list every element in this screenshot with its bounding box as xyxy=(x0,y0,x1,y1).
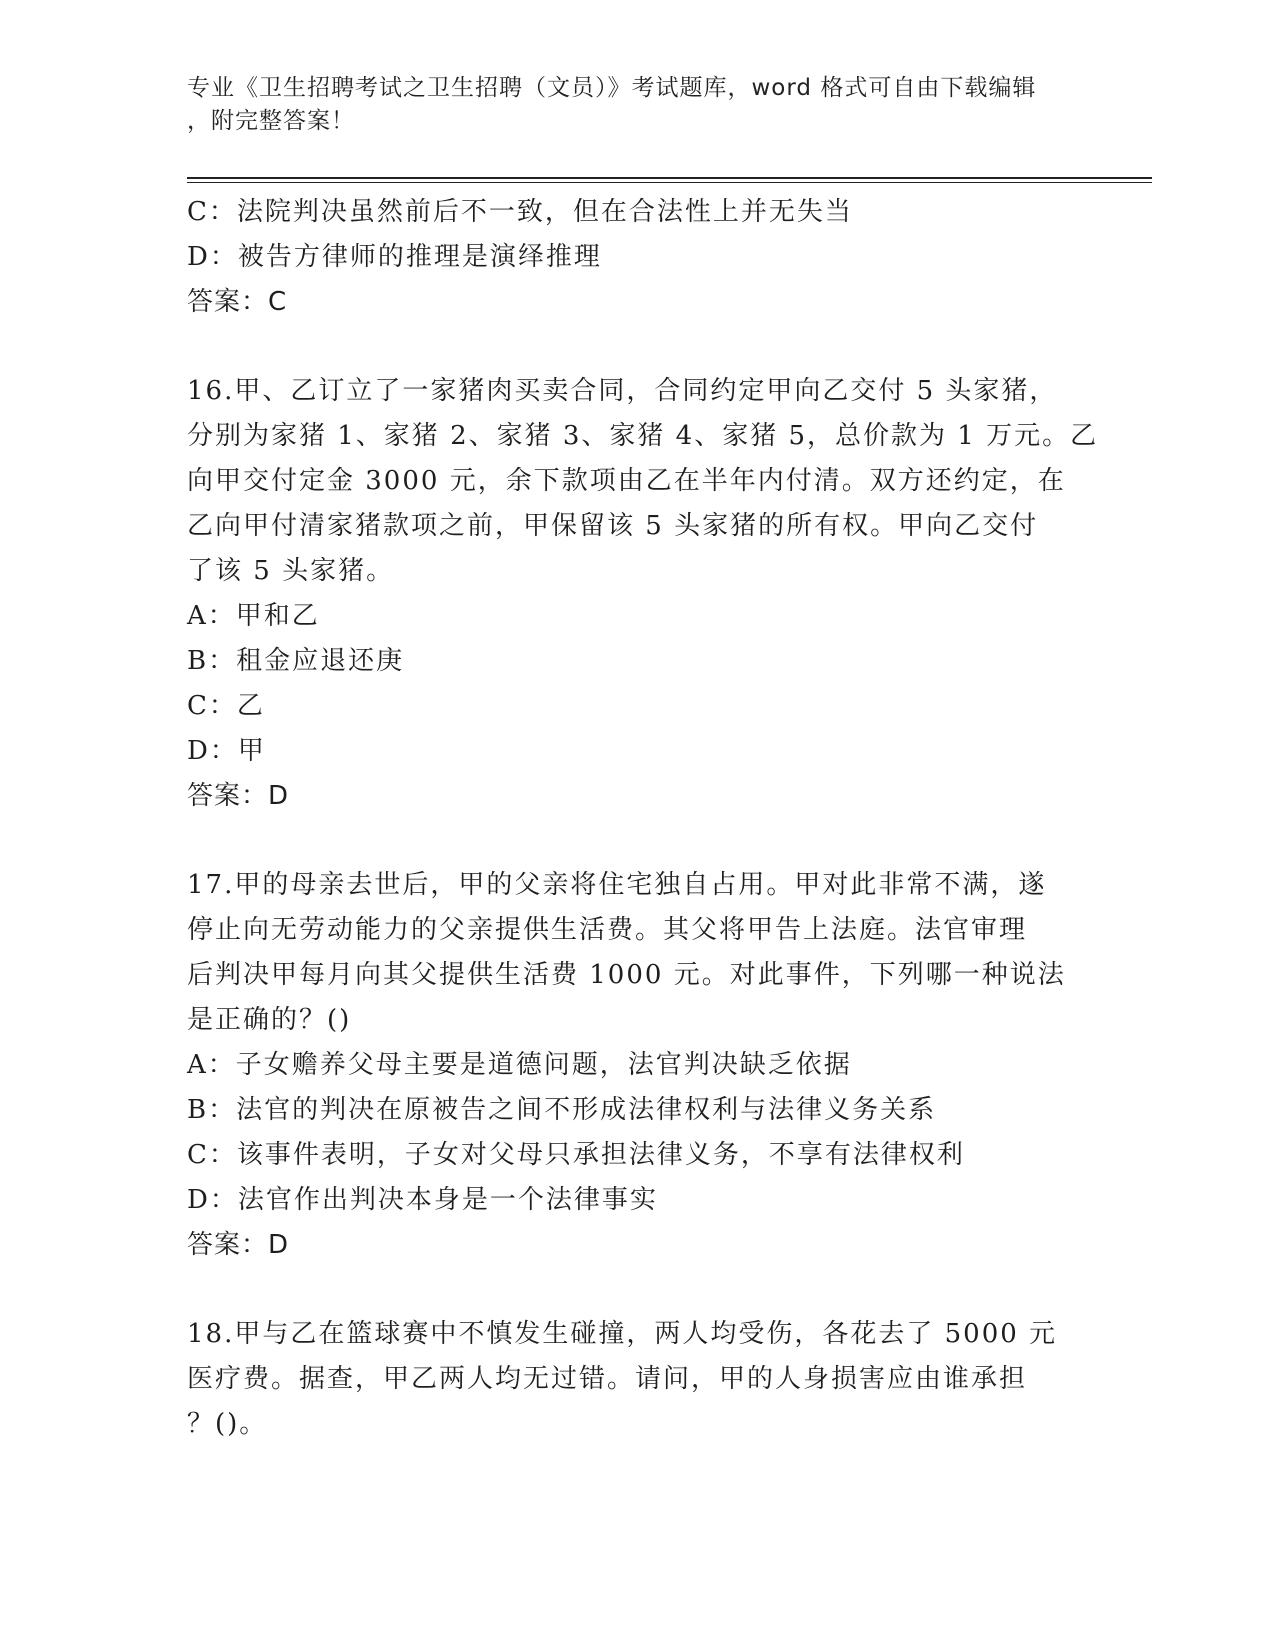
question-text-line: 停止向无劳动能力的父亲提供生活费。其父将甲告上法庭。法官审理 xyxy=(187,915,1028,945)
answer: 答案：C xyxy=(187,287,288,317)
option-d: D：法官作出判决本身是一个法律事实 xyxy=(187,1185,658,1215)
option-c: C：该事件表明，子女对父母只承担法律义务，不享有法律权利 xyxy=(187,1140,965,1170)
question-16 xyxy=(187,369,1099,819)
question-text-line: 向甲交付定金 3000 元，余下款项由乙在半年内付清。双方还约定，在 xyxy=(187,466,1066,496)
option-d: D：甲 xyxy=(187,736,266,766)
question-text-line: 分别为家猪 1、家猪 2、家猪 3、家猪 4、家猪 5，总价款为 1 万元。乙 xyxy=(187,421,1099,451)
option-c: C：乙 xyxy=(187,691,265,721)
option-a: A：子女赡养父母主要是道德问题，法官判决缺乏依据 xyxy=(187,1050,852,1080)
option-b: B：法官的判决在原被告之间不形成法律权利与法律义务关系 xyxy=(187,1095,937,1125)
question-text-line: 17.甲的母亲去世后，甲的父亲将住宅独自占用。甲对此非常不满，遂 xyxy=(187,870,1047,900)
question-18 xyxy=(187,1312,1087,1447)
header-rule-thin xyxy=(187,182,1152,183)
page-header xyxy=(187,72,1067,138)
option-d: D：被告方律师的推理是演绎推理 xyxy=(187,242,602,272)
header-line-2: ，附完整答案！ xyxy=(187,108,355,134)
option-a: A：甲和乙 xyxy=(187,601,320,631)
question-text-line: ？()。 xyxy=(187,1409,268,1439)
header-rule-thick xyxy=(187,177,1152,179)
header-line-1: 专业《卫生招聘考试之卫生招聘（文员）》考试题库，word 格式可自由下载编辑 xyxy=(187,75,1037,101)
spacer xyxy=(187,325,1087,369)
answer: 答案：D xyxy=(187,781,290,811)
question-text-line: 医疗费。据查，甲乙两人均无过错。请问，甲的人身损害应由谁承担 xyxy=(187,1364,1028,1394)
question-text-line: 后判决甲每月向其父提供生活费 1000 元。对此事件，下列哪一种说法 xyxy=(187,960,1066,990)
option-c: C：法院判决虽然前后不一致，但在合法性上并无失当 xyxy=(187,197,853,227)
question-content xyxy=(187,190,1099,1447)
question-text-line: 乙向甲付清家猪款项之前，甲保留该 5 头家猪的所有权。甲向乙交付 xyxy=(187,511,1039,541)
question-text-line: 了该 5 头家猪。 xyxy=(187,556,395,586)
spacer xyxy=(187,1268,1087,1312)
question-17 xyxy=(187,863,1087,1268)
spacer xyxy=(187,819,1087,863)
option-b: B：租金应退还庚 xyxy=(187,646,405,676)
question-text-line: 是正确的？() xyxy=(187,1005,352,1035)
question-text-line: 16.甲、乙订立了一家猪肉买卖合同，合同约定甲向乙交付 5 头家猪， xyxy=(187,376,1058,406)
answer: 答案：D xyxy=(187,1230,290,1260)
question-15-tail xyxy=(187,190,1087,325)
question-text-line: 18.甲与乙在篮球赛中不慎发生碰撞，两人均受伤，各花去了 5000 元 xyxy=(187,1319,1058,1349)
